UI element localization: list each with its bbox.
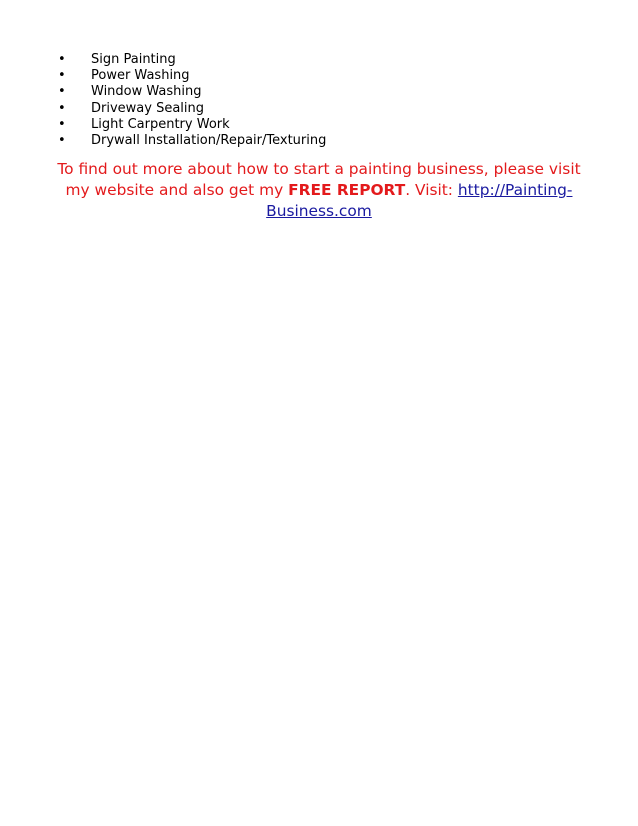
cta-intro-text: To find out more about how to start a painting business, please visit my website and also get my	[57, 160, 581, 199]
cta-visit-text: . Visit:	[405, 181, 458, 199]
service-label: Sign Painting	[91, 52, 176, 67]
free-report-highlight: FREE REPORT	[288, 181, 406, 199]
service-label: Drywall Installation/Repair/Texturing	[91, 132, 327, 148]
website-link-part-2: Business.com	[266, 202, 372, 220]
website-link-part-1: http://Painting-	[457, 181, 573, 199]
call-to-action-paragraph	[44, 159, 594, 222]
bullet-icon: •	[58, 84, 66, 100]
service-label: Window Washing	[91, 84, 202, 100]
service-label: Driveway Sealing	[91, 100, 205, 116]
bullet-icon: •	[58, 100, 66, 116]
service-label: Power Washing	[91, 68, 190, 84]
service-label: Light Carpentry Work	[91, 116, 230, 132]
bullet-icon: •	[58, 52, 66, 67]
bullet-icon: •	[58, 68, 66, 84]
bullet-icon: •	[58, 116, 66, 132]
bullet-icon: •	[58, 132, 66, 148]
